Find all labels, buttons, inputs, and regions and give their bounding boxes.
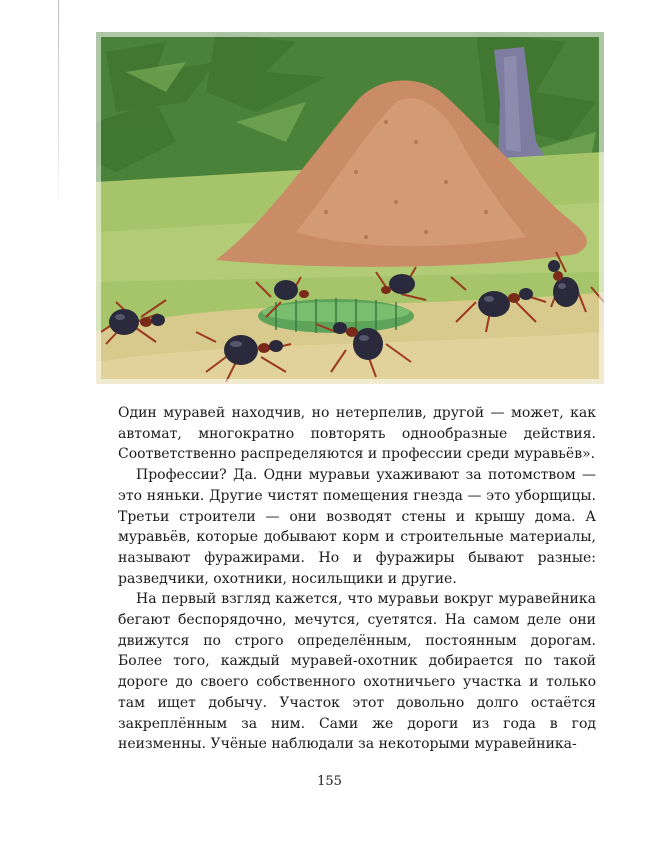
- page-edge-line: [58, 0, 59, 215]
- anthill-scene: [96, 32, 604, 384]
- page-number: 155: [317, 774, 342, 789]
- paragraph-1: Один муравей находчив, но нетерпелив, другой — может, как автомат, многократно повторять однообразные действия. Соответственно распределяются и профессии среди муравьёв».: [118, 405, 596, 463]
- paragraph-2: Профессии? Да. Одни муравьи ухаживают за потомством — это няньки. Другие чистят помещения гнезда — это уборщицы. Третьи строители — они возводят стены и крышу дома. А муравьёв, которые добывают корм и строительные материалы, называют фуражирами. Но и фуражиры бывают разные: разведчики, охотники, носильщики и другие.: [118, 467, 596, 587]
- paragraph-3: На первый взгляд кажется, что муравьи вокруг муравейника бегают беспорядочно, мечутся, суетятся. На самом деле они движутся по строго определённым, постоянным дорогам. Более того, каждый муравей-охотник добирается по такой дороге до своего собственного охотничьего участка и только там ищет добычу. Участок этот довольно долго остаётся закреплённым за ним. Сами же дороги из года в год неизменны. Учёные наблюдали за некоторыми муравейника-: [118, 591, 596, 753]
- body-text: [118, 403, 596, 755]
- anthill-illustration: [96, 32, 604, 384]
